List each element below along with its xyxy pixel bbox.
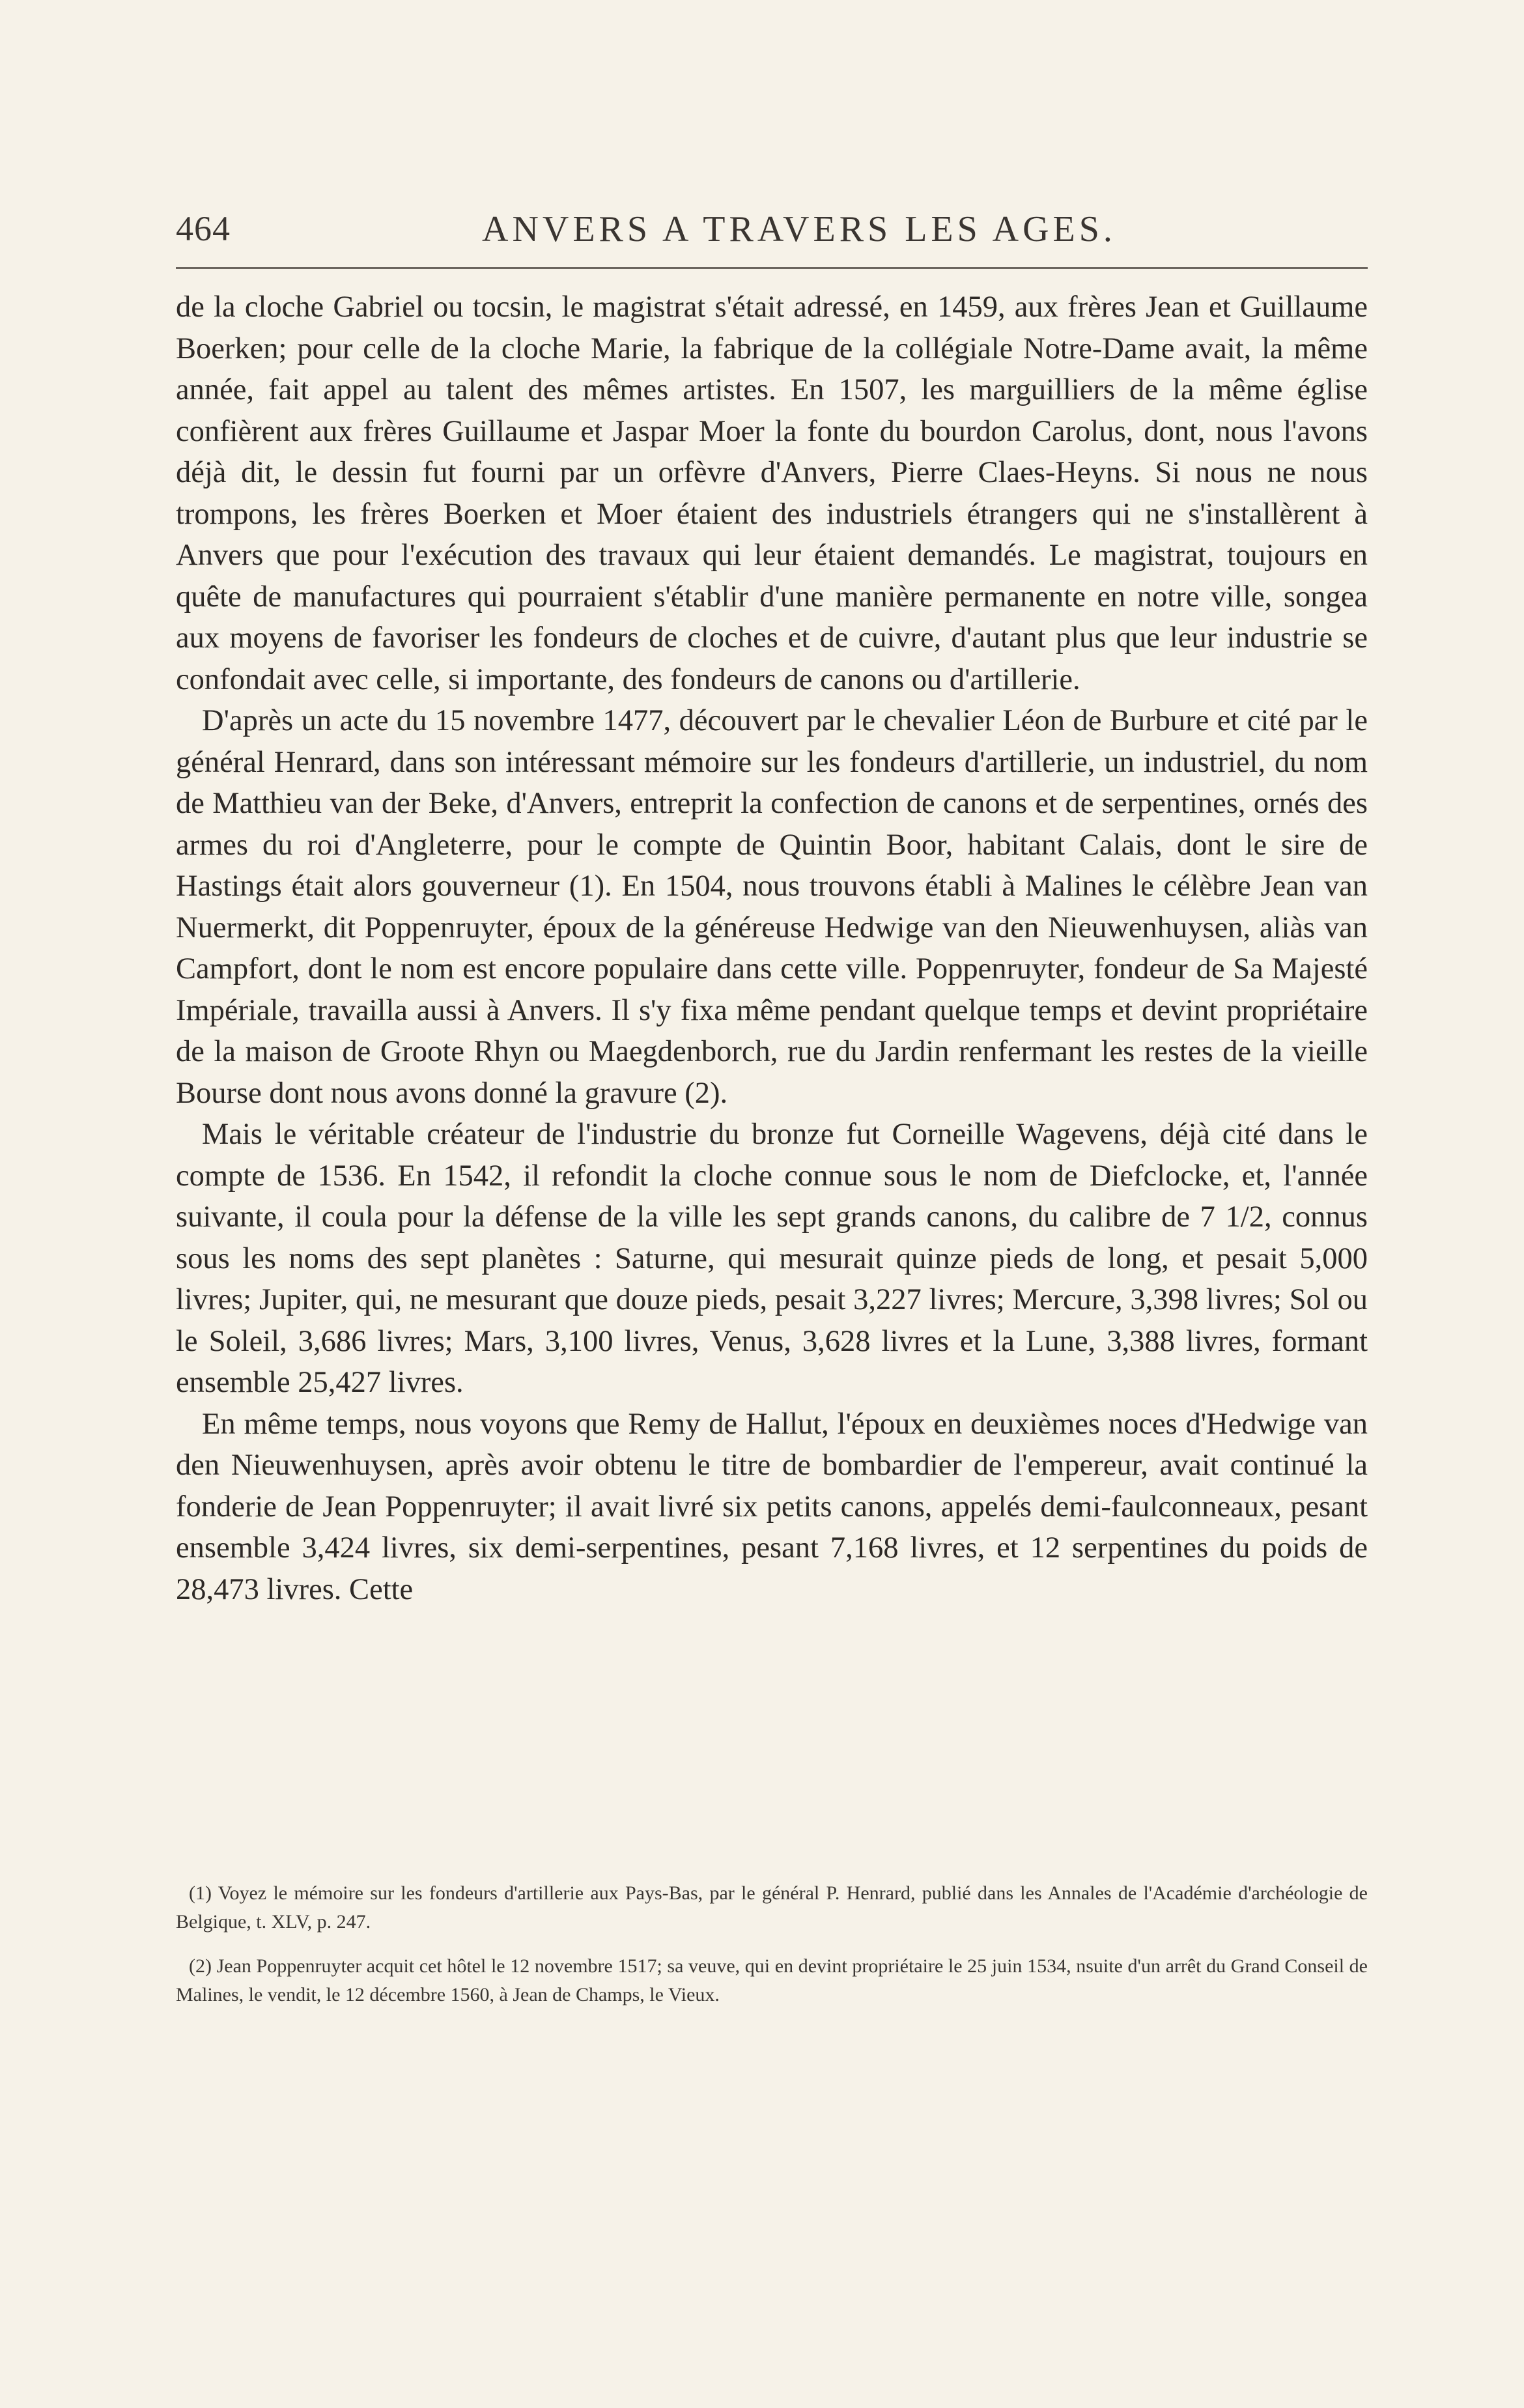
paragraph-1: de la cloche Gabriel ou tocsin, le magistrat s'était adressé, en 1459, aux frères Jean et Guillaume Boerken; pour celle de la cloche Marie, la fabrique de la collégiale Notre-Dame avait, la même année, fait appel au talent des mêmes artistes. En 1507, les marguilliers de la même église confièrent aux frères Guillaume et Jaspar Moer la fonte du bourdon Carolus, dont, nous l'avons déjà dit, le dessin fut fourni par un orfèvre d'Anvers, Pierre Claes-Heyns. Si nous ne nous trompons, les frères Boerken et Moer étaient des industriels étrangers qui ne s'installèrent à Anvers que pour l'exécution des travaux qui leur étaient demandés. Le magistrat, toujours en quête de manufactures qui pourraient s'établir d'une manière permanente en notre ville, songea aux moyens de favoriser les fondeurs de cloches et de cuivre, d'autant plus que leur industrie se confondait avec celle, si importante, des fondeurs de canons ou d'artillerie. <box>176 290 1368 696</box>
paragraph-4: En même temps, nous voyons que Remy de Hallut, l'époux en deuxièmes noces d'Hedwige van den Nieuwenhuysen, après avoir obtenu le titre de bombardier de l'empereur, avait continué la fonderie de Jean Poppenruyter; il avait livré six petits canons, appelés demi-faulconneaux, pesant ensemble 3,424 livres, six demi-serpentines, pesant 7,168 livres, et 12 serpentines du poids de 28,473 livres. Cette <box>176 1407 1368 1606</box>
page-number: 464 <box>176 209 231 248</box>
paragraph-2: D'après un acte du 15 novembre 1477, découvert par le chevalier Léon de Burbure et cité par le général Henrard, dans son intéressant mémoire sur les fondeurs d'artillerie, un industriel, du nom de Matthieu van der Beke, d'Anvers, entreprit la confection de canons et de serpentines, ornés des armes du roi d'Angleterre, pour le compte de Quintin Boor, habitant Calais, dont le sire de Hastings était alors gouverneur (1). En 1504, nous trouvons établi à Malines le célèbre Jean van Nuermerkt, dit Poppenruyter, époux de la généreuse Hedwige van den Nieuwenhuysen, aliàs van Campfort, dont le nom est encore populaire dans cette ville. Poppenruyter, fondeur de Sa Majesté Impériale, travailla aussi à Anvers. Il s'y fixa même pendant quelque temps et devint propriétaire de la maison de Groote Rhyn ou Maegdenborch, rue du Jardin renfermant les restes de la vieille Bourse dont nous avons donné la gravure (2). <box>176 704 1368 1110</box>
running-title: ANVERS A TRAVERS LES AGES. <box>482 209 1116 249</box>
body-text <box>176 287 1368 1610</box>
header-rule <box>176 267 1368 269</box>
footnote-2: (2) Jean Poppenruyter acquit cet hôtel le 12 novembre 1517; sa veuve, qui en devint propriétaire le 25 juin 1534, nsuite d'un arrêt du Grand Conseil de Malines, le vendit, le 12 décembre 1560, à Jean de Champs, le Vieux. <box>176 1955 1368 2005</box>
page-header <box>176 195 1381 261</box>
footnote-1: (1) Voyez le mémoire sur les fondeurs d'artillerie aux Pays-Bas, par le général P. Henrard, publié dans les Annales de l'Académie d'archéologie de Belgique, t. XLV, p. 247. <box>176 1882 1368 1933</box>
paragraph-3: Mais le véritable créateur de l'industrie du bronze fut Corneille Wagevens, déjà cité dans le compte de 1536. En 1542, il refondit la cloche connue sous le nom de Diefclocke, et, l'année suivante, il coula pour la défense de la ville les sept grands canons, du calibre de 7 1/2, connus sous les noms des sept planètes : Saturne, qui mesurait quinze pieds de long, et pesait 5,000 livres; Jupiter, qui, ne mesurant que douze pieds, pesait 3,227 livres; Mercure, 3,398 livres; Sol ou le Soleil, 3,686 livres; Mars, 3,100 livres, Venus, 3,628 livres et la Lune, 3,388 livres, formant ensemble 25,427 livres. <box>176 1118 1368 1399</box>
footnotes <box>176 1879 1368 2015</box>
